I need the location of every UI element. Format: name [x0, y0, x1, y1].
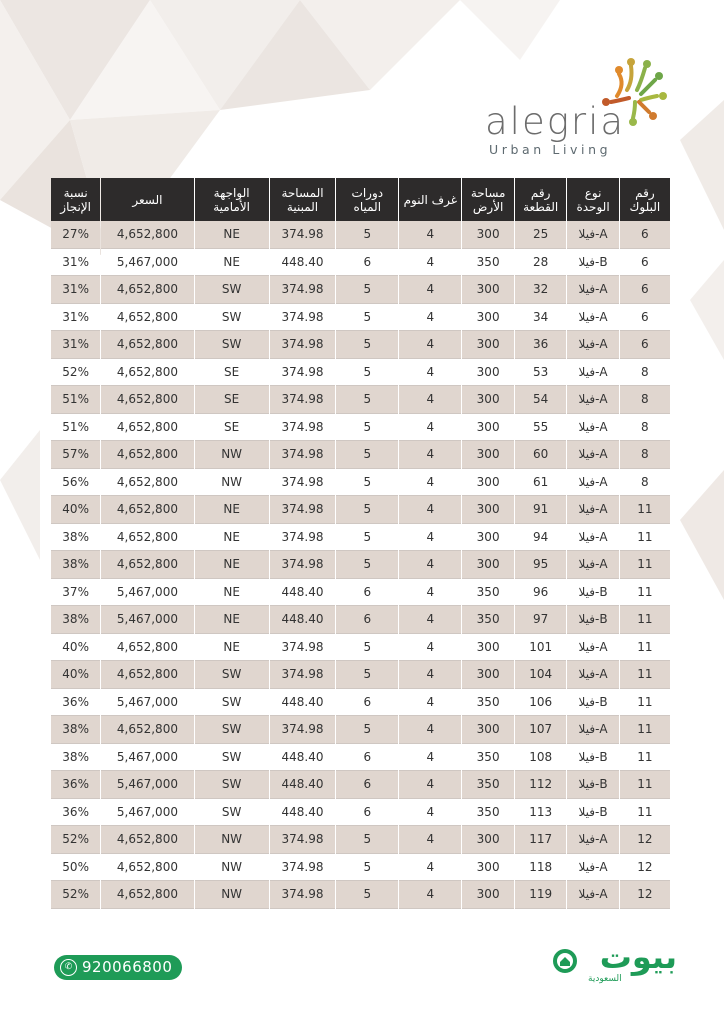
cell-bathrooms: 5 — [336, 826, 398, 854]
cell-facade: SW — [195, 689, 269, 717]
cell-land-area: 300 — [462, 716, 513, 744]
cell-block-number: 11 — [620, 771, 670, 799]
cell-built-area: 374.98 — [270, 304, 336, 332]
cell-block-number: 6 — [620, 331, 670, 359]
cell-price: 4,652,800 — [101, 716, 193, 744]
cell-plot-number: 34 — [515, 304, 567, 332]
cell-plot-number: 113 — [515, 799, 567, 827]
cell-facade: NE — [195, 551, 269, 579]
phone-number: 920066800 — [82, 958, 173, 976]
header-facade: الواجهة الأمامية — [195, 178, 269, 221]
cell-price: 4,652,800 — [101, 496, 193, 524]
cell-unit-type: فيلا-A — [567, 854, 618, 882]
cell-price: 4,652,800 — [101, 826, 193, 854]
cell-built-area: 374.98 — [270, 386, 336, 414]
cell-facade: SW — [195, 771, 269, 799]
cell-price: 4,652,800 — [101, 661, 193, 689]
cell-plot-number: 60 — [515, 441, 567, 469]
cell-land-area: 300 — [462, 441, 513, 469]
cell-completion: 36% — [51, 771, 100, 799]
cell-bathrooms: 5 — [336, 414, 398, 442]
cell-plot-number: 32 — [515, 276, 567, 304]
cell-land-area: 350 — [462, 771, 513, 799]
cell-land-area: 300 — [462, 854, 513, 882]
cell-unit-type: فيلا-A — [567, 826, 618, 854]
cell-completion: 36% — [51, 799, 100, 827]
cell-block-number: 8 — [620, 469, 670, 497]
cell-price: 4,652,800 — [101, 304, 193, 332]
cell-plot-number: 28 — [515, 249, 567, 277]
cell-block-number: 6 — [620, 221, 670, 249]
cell-facade: SW — [195, 304, 269, 332]
table-row — [51, 441, 670, 469]
header-price: السعر — [101, 178, 193, 221]
cell-facade: NE — [195, 249, 269, 277]
cell-land-area: 300 — [462, 881, 513, 909]
cell-facade: NE — [195, 634, 269, 662]
cell-completion: 31% — [51, 304, 100, 332]
cell-completion: 27% — [51, 221, 100, 249]
cell-land-area: 350 — [462, 799, 513, 827]
cell-bathrooms: 6 — [336, 799, 398, 827]
cell-price: 5,467,000 — [101, 689, 193, 717]
header-unit-type: نوع الوحدة — [567, 178, 618, 221]
cell-land-area: 300 — [462, 524, 513, 552]
cell-built-area: 374.98 — [270, 826, 336, 854]
table-header-row — [51, 178, 670, 221]
table-row — [51, 744, 670, 772]
table-row — [51, 221, 670, 249]
cell-bedrooms: 4 — [399, 716, 461, 744]
cell-facade: SE — [195, 414, 269, 442]
cell-unit-type: فيلا-A — [567, 276, 618, 304]
cell-facade: NE — [195, 606, 269, 634]
cell-land-area: 300 — [462, 386, 513, 414]
cell-plot-number: 106 — [515, 689, 567, 717]
table-body — [51, 221, 670, 909]
header-plot-number: رقم القطعة — [515, 178, 567, 221]
cell-unit-type: فيلا-A — [567, 221, 618, 249]
cell-block-number: 11 — [620, 606, 670, 634]
table-row — [51, 524, 670, 552]
cell-unit-type: فيلا-B — [567, 771, 618, 799]
cell-block-number: 11 — [620, 634, 670, 662]
cell-completion: 40% — [51, 634, 100, 662]
cell-plot-number: 108 — [515, 744, 567, 772]
cell-completion: 31% — [51, 276, 100, 304]
cell-block-number: 11 — [620, 689, 670, 717]
cell-bathrooms: 5 — [336, 854, 398, 882]
cell-built-area: 374.98 — [270, 469, 336, 497]
cell-built-area: 448.40 — [270, 771, 336, 799]
cell-price: 4,652,800 — [101, 386, 193, 414]
cell-plot-number: 118 — [515, 854, 567, 882]
cell-facade: SE — [195, 359, 269, 387]
cell-bedrooms: 4 — [399, 689, 461, 717]
header-built-area: المساحة المبنية — [270, 178, 336, 221]
cell-completion: 38% — [51, 606, 100, 634]
alegria-logo — [485, 56, 685, 166]
cell-bathrooms: 5 — [336, 359, 398, 387]
cell-built-area: 374.98 — [270, 441, 336, 469]
cell-built-area: 374.98 — [270, 359, 336, 387]
cell-price: 4,652,800 — [101, 221, 193, 249]
cell-price: 5,467,000 — [101, 249, 193, 277]
buyut-logo — [552, 940, 677, 988]
cell-block-number: 11 — [620, 496, 670, 524]
cell-built-area: 374.98 — [270, 221, 336, 249]
cell-built-area: 374.98 — [270, 854, 336, 882]
cell-land-area: 300 — [462, 359, 513, 387]
cell-facade: SW — [195, 716, 269, 744]
cell-completion: 38% — [51, 716, 100, 744]
cell-land-area: 350 — [462, 689, 513, 717]
company-name: بيوت — [599, 938, 677, 976]
cell-bedrooms: 4 — [399, 496, 461, 524]
cell-land-area: 300 — [462, 661, 513, 689]
table-row — [51, 469, 670, 497]
cell-plot-number: 104 — [515, 661, 567, 689]
cell-built-area: 374.98 — [270, 524, 336, 552]
cell-facade: NE — [195, 579, 269, 607]
cell-bathrooms: 5 — [336, 304, 398, 332]
cell-bedrooms: 4 — [399, 634, 461, 662]
table-row — [51, 359, 670, 387]
cell-completion: 31% — [51, 249, 100, 277]
logo-wordmark: alegria — [485, 100, 626, 143]
cell-built-area: 374.98 — [270, 551, 336, 579]
cell-bedrooms: 4 — [399, 771, 461, 799]
cell-bedrooms: 4 — [399, 359, 461, 387]
cell-unit-type: فيلا-B — [567, 579, 618, 607]
table-row — [51, 799, 670, 827]
cell-plot-number: 95 — [515, 551, 567, 579]
cell-block-number: 8 — [620, 414, 670, 442]
table-row — [51, 661, 670, 689]
cell-plot-number: 53 — [515, 359, 567, 387]
company-subtitle: السعودية — [588, 974, 622, 984]
cell-plot-number: 107 — [515, 716, 567, 744]
cell-bedrooms: 4 — [399, 304, 461, 332]
cell-facade: SW — [195, 799, 269, 827]
cell-facade: SW — [195, 276, 269, 304]
cell-unit-type: فيلا-B — [567, 799, 618, 827]
cell-unit-type: فيلا-A — [567, 441, 618, 469]
cell-facade: NW — [195, 854, 269, 882]
cell-completion: 50% — [51, 854, 100, 882]
cell-price: 4,652,800 — [101, 551, 193, 579]
header-completion: نسبة الإنجاز — [51, 178, 100, 221]
cell-price: 5,467,000 — [101, 799, 193, 827]
cell-unit-type: فيلا-A — [567, 524, 618, 552]
cell-plot-number: 117 — [515, 826, 567, 854]
cell-plot-number: 54 — [515, 386, 567, 414]
cell-price: 4,652,800 — [101, 331, 193, 359]
cell-price: 4,652,800 — [101, 881, 193, 909]
cell-completion: 40% — [51, 661, 100, 689]
cell-plot-number: 97 — [515, 606, 567, 634]
cell-price: 5,467,000 — [101, 579, 193, 607]
cell-facade: SW — [195, 744, 269, 772]
cell-price: 4,652,800 — [101, 414, 193, 442]
cell-built-area: 374.98 — [270, 496, 336, 524]
cell-bathrooms: 5 — [336, 524, 398, 552]
cell-block-number: 11 — [620, 579, 670, 607]
cell-land-area: 300 — [462, 414, 513, 442]
cell-plot-number: 55 — [515, 414, 567, 442]
header-land-area: مساحة الأرض — [462, 178, 513, 221]
cell-bathrooms: 5 — [336, 276, 398, 304]
cell-facade: NW — [195, 469, 269, 497]
cell-land-area: 350 — [462, 249, 513, 277]
cell-price: 5,467,000 — [101, 744, 193, 772]
table-row — [51, 386, 670, 414]
header-bedrooms: غرف النوم — [399, 178, 461, 221]
cell-built-area: 374.98 — [270, 661, 336, 689]
cell-completion: 38% — [51, 551, 100, 579]
cell-unit-type: فيلا-A — [567, 881, 618, 909]
header-block-number: رقم البلوك — [620, 178, 670, 221]
cell-unit-type: فيلا-A — [567, 634, 618, 662]
cell-built-area: 448.40 — [270, 689, 336, 717]
cell-bathrooms: 6 — [336, 249, 398, 277]
cell-bedrooms: 4 — [399, 221, 461, 249]
cell-block-number: 8 — [620, 359, 670, 387]
cell-land-area: 350 — [462, 744, 513, 772]
cell-bathrooms: 5 — [336, 634, 398, 662]
cell-block-number: 11 — [620, 551, 670, 579]
cell-facade: NW — [195, 881, 269, 909]
cell-facade: NE — [195, 221, 269, 249]
cell-completion: 52% — [51, 359, 100, 387]
cell-block-number: 12 — [620, 881, 670, 909]
cell-plot-number: 94 — [515, 524, 567, 552]
cell-facade: NE — [195, 496, 269, 524]
cell-unit-type: فيلا-A — [567, 386, 618, 414]
table-row — [51, 276, 670, 304]
cell-facade: NW — [195, 826, 269, 854]
cell-built-area: 374.98 — [270, 634, 336, 662]
cell-price: 4,652,800 — [101, 524, 193, 552]
table-row — [51, 771, 670, 799]
cell-bedrooms: 4 — [399, 881, 461, 909]
cell-built-area: 374.98 — [270, 331, 336, 359]
cell-block-number: 12 — [620, 854, 670, 882]
cell-bedrooms: 4 — [399, 551, 461, 579]
cell-built-area: 448.40 — [270, 249, 336, 277]
table-row — [51, 826, 670, 854]
cell-land-area: 300 — [462, 331, 513, 359]
cell-land-area: 300 — [462, 221, 513, 249]
cell-built-area: 448.40 — [270, 799, 336, 827]
table-row — [51, 854, 670, 882]
cell-built-area: 374.98 — [270, 881, 336, 909]
cell-bedrooms: 4 — [399, 524, 461, 552]
cell-bedrooms: 4 — [399, 276, 461, 304]
cell-unit-type: فيلا-B — [567, 744, 618, 772]
cell-facade: SW — [195, 661, 269, 689]
cell-plot-number: 61 — [515, 469, 567, 497]
cell-unit-type: فيلا-A — [567, 331, 618, 359]
cell-facade: SE — [195, 386, 269, 414]
cell-land-area: 350 — [462, 579, 513, 607]
cell-unit-type: فيلا-A — [567, 716, 618, 744]
cell-bedrooms: 4 — [399, 579, 461, 607]
house-icon — [552, 948, 578, 974]
cell-block-number: 11 — [620, 524, 670, 552]
cell-completion: 52% — [51, 881, 100, 909]
cell-land-area: 300 — [462, 496, 513, 524]
cell-bedrooms: 4 — [399, 744, 461, 772]
cell-completion: 38% — [51, 524, 100, 552]
cell-completion: 52% — [51, 826, 100, 854]
table-row — [51, 414, 670, 442]
cell-bedrooms: 4 — [399, 441, 461, 469]
cell-bathrooms: 5 — [336, 716, 398, 744]
cell-bathrooms: 5 — [336, 661, 398, 689]
table-row — [51, 249, 670, 277]
cell-unit-type: فيلا-A — [567, 359, 618, 387]
table-row — [51, 634, 670, 662]
cell-block-number: 11 — [620, 744, 670, 772]
cell-price: 4,652,800 — [101, 441, 193, 469]
cell-bedrooms: 4 — [399, 386, 461, 414]
table-row — [51, 331, 670, 359]
cell-completion: 37% — [51, 579, 100, 607]
header-bathrooms: دورات المياه — [336, 178, 398, 221]
cell-price: 5,467,000 — [101, 771, 193, 799]
cell-completion: 36% — [51, 689, 100, 717]
cell-facade: NE — [195, 524, 269, 552]
cell-facade: NW — [195, 441, 269, 469]
cell-bathrooms: 5 — [336, 551, 398, 579]
cell-unit-type: فيلا-A — [567, 661, 618, 689]
cell-bathrooms: 6 — [336, 606, 398, 634]
cell-unit-type: فيلا-A — [567, 551, 618, 579]
cell-unit-type: فيلا-A — [567, 304, 618, 332]
cell-land-area: 350 — [462, 606, 513, 634]
cell-built-area: 374.98 — [270, 276, 336, 304]
cell-completion: 31% — [51, 331, 100, 359]
cell-bedrooms: 4 — [399, 249, 461, 277]
cell-plot-number: 112 — [515, 771, 567, 799]
cell-built-area: 448.40 — [270, 744, 336, 772]
cell-completion: 51% — [51, 386, 100, 414]
cell-price: 4,652,800 — [101, 276, 193, 304]
table-row — [51, 551, 670, 579]
cell-bathrooms: 5 — [336, 441, 398, 469]
phone-button[interactable] — [54, 955, 182, 980]
cell-plot-number: 119 — [515, 881, 567, 909]
cell-block-number: 8 — [620, 386, 670, 414]
table-row — [51, 716, 670, 744]
cell-bedrooms: 4 — [399, 826, 461, 854]
cell-bathrooms: 5 — [336, 221, 398, 249]
cell-built-area: 448.40 — [270, 606, 336, 634]
cell-completion: 40% — [51, 496, 100, 524]
cell-unit-type: فيلا-B — [567, 689, 618, 717]
cell-block-number: 11 — [620, 716, 670, 744]
cell-plot-number: 36 — [515, 331, 567, 359]
cell-land-area: 300 — [462, 469, 513, 497]
logo-tagline: Urban Living — [489, 142, 612, 157]
cell-block-number: 6 — [620, 276, 670, 304]
cell-price: 5,467,000 — [101, 606, 193, 634]
table-row — [51, 304, 670, 332]
cell-block-number: 12 — [620, 826, 670, 854]
cell-bathrooms: 5 — [336, 386, 398, 414]
cell-bedrooms: 4 — [399, 661, 461, 689]
cell-completion: 38% — [51, 744, 100, 772]
cell-bathrooms: 6 — [336, 689, 398, 717]
cell-completion: 51% — [51, 414, 100, 442]
cell-built-area: 374.98 — [270, 414, 336, 442]
units-table — [50, 178, 671, 909]
cell-bathrooms: 6 — [336, 771, 398, 799]
cell-bedrooms: 4 — [399, 854, 461, 882]
cell-plot-number: 96 — [515, 579, 567, 607]
cell-bedrooms: 4 — [399, 606, 461, 634]
cell-price: 4,652,800 — [101, 359, 193, 387]
cell-unit-type: فيلا-B — [567, 606, 618, 634]
table-row — [51, 496, 670, 524]
table-row — [51, 689, 670, 717]
cell-bedrooms: 4 — [399, 799, 461, 827]
cell-bedrooms: 4 — [399, 469, 461, 497]
cell-bathrooms: 5 — [336, 469, 398, 497]
cell-facade: SW — [195, 331, 269, 359]
cell-block-number: 11 — [620, 799, 670, 827]
cell-bathrooms: 5 — [336, 881, 398, 909]
cell-plot-number: 91 — [515, 496, 567, 524]
cell-block-number: 8 — [620, 441, 670, 469]
cell-land-area: 300 — [462, 551, 513, 579]
cell-block-number: 11 — [620, 661, 670, 689]
cell-block-number: 6 — [620, 304, 670, 332]
cell-plot-number: 25 — [515, 221, 567, 249]
cell-bedrooms: 4 — [399, 414, 461, 442]
cell-bathrooms: 6 — [336, 579, 398, 607]
cell-price: 4,652,800 — [101, 634, 193, 662]
cell-land-area: 300 — [462, 826, 513, 854]
cell-bathrooms: 5 — [336, 331, 398, 359]
cell-built-area: 448.40 — [270, 579, 336, 607]
cell-block-number: 6 — [620, 249, 670, 277]
cell-land-area: 300 — [462, 276, 513, 304]
cell-unit-type: فيلا-B — [567, 249, 618, 277]
cell-bathrooms: 6 — [336, 744, 398, 772]
cell-unit-type: فيلا-A — [567, 496, 618, 524]
cell-built-area: 374.98 — [270, 716, 336, 744]
table-row — [51, 881, 670, 909]
cell-completion: 56% — [51, 469, 100, 497]
cell-price: 4,652,800 — [101, 854, 193, 882]
cell-unit-type: فيلا-A — [567, 469, 618, 497]
cell-land-area: 300 — [462, 634, 513, 662]
phone-icon: ✆ — [60, 959, 77, 976]
table-row — [51, 579, 670, 607]
cell-price: 4,652,800 — [101, 469, 193, 497]
cell-completion: 57% — [51, 441, 100, 469]
cell-bathrooms: 5 — [336, 496, 398, 524]
cell-bedrooms: 4 — [399, 331, 461, 359]
cell-unit-type: فيلا-A — [567, 414, 618, 442]
cell-plot-number: 101 — [515, 634, 567, 662]
cell-land-area: 300 — [462, 304, 513, 332]
table-row — [51, 606, 670, 634]
